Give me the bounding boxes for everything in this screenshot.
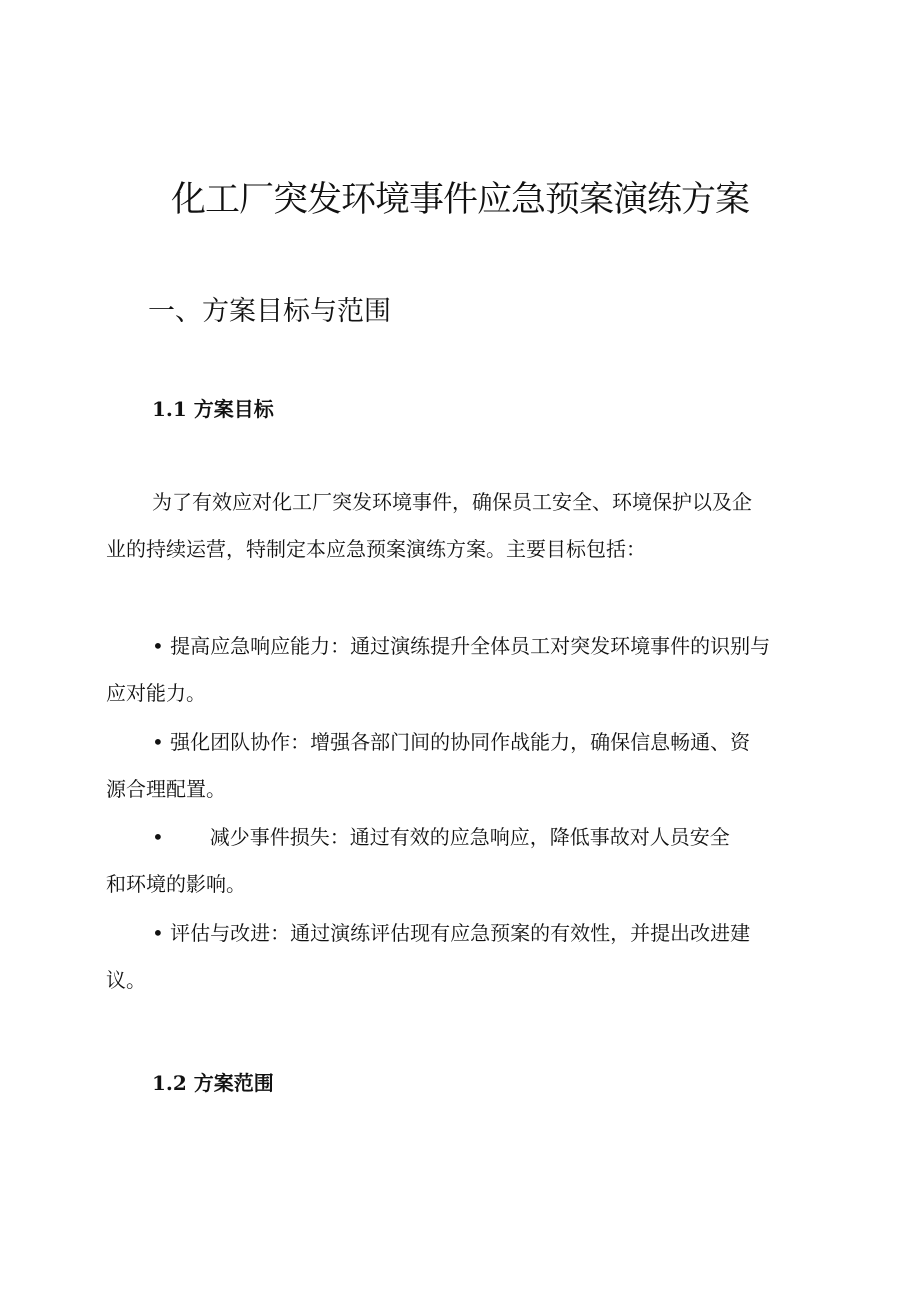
bullet-item-3 bbox=[106, 814, 826, 908]
bullet-marker: • bbox=[152, 634, 164, 658]
bullet-text: 提高应急响应能力：通过演练提升全体员工对突发环境事件的识别与 bbox=[170, 634, 771, 658]
bullet-item-4-line-2: 议。 bbox=[106, 968, 146, 992]
bullet-item-2 bbox=[106, 719, 826, 813]
subsection-heading-1-1: 1.1 方案目标 bbox=[152, 397, 274, 421]
document-title: 化工厂突发环境事件应急预案演练方案 bbox=[170, 180, 749, 220]
bullet-text: 评估与改进：通过演练评估现有应急预案的有效性，并提出改进建 bbox=[170, 921, 751, 945]
section-heading-1: 一、方案目标与范围 bbox=[148, 296, 391, 327]
bullet-item-3-line-2: 和环境的影响。 bbox=[106, 872, 246, 896]
bullet-item-4-line-1 bbox=[106, 910, 826, 957]
bullet-text: 减少事件损失：通过有效的应急响应，降低事故对人员安全 bbox=[209, 825, 730, 849]
bullet-item-1 bbox=[106, 623, 826, 717]
bullet-marker: • bbox=[152, 921, 164, 945]
bullet-text: 强化团队协作：增强各部门间的协同作战能力，确保信息畅通、资 bbox=[170, 730, 751, 754]
bullet-item-1-line-1 bbox=[106, 623, 826, 670]
intro-line-2: 业的持续运营，特制定本应急预案演练方案。主要目标包括： bbox=[106, 537, 646, 561]
intro-line-1: 为了有效应对化工厂突发环境事件，确保员工安全、环境保护以及企 bbox=[152, 490, 752, 514]
bullet-marker: • bbox=[152, 730, 164, 754]
bullet-item-2-line-2: 源合理配置。 bbox=[106, 777, 226, 801]
bullet-item-4 bbox=[106, 910, 826, 1004]
bullet-item-3-line-1 bbox=[106, 814, 826, 861]
subsection-heading-1-2: 1.2 方案范围 bbox=[152, 1071, 274, 1095]
bullet-marker: • bbox=[152, 825, 164, 849]
bullet-item-2-line-1 bbox=[106, 719, 826, 766]
bullet-item-1-line-2: 应对能力。 bbox=[106, 681, 206, 705]
intro-paragraph bbox=[106, 479, 826, 573]
